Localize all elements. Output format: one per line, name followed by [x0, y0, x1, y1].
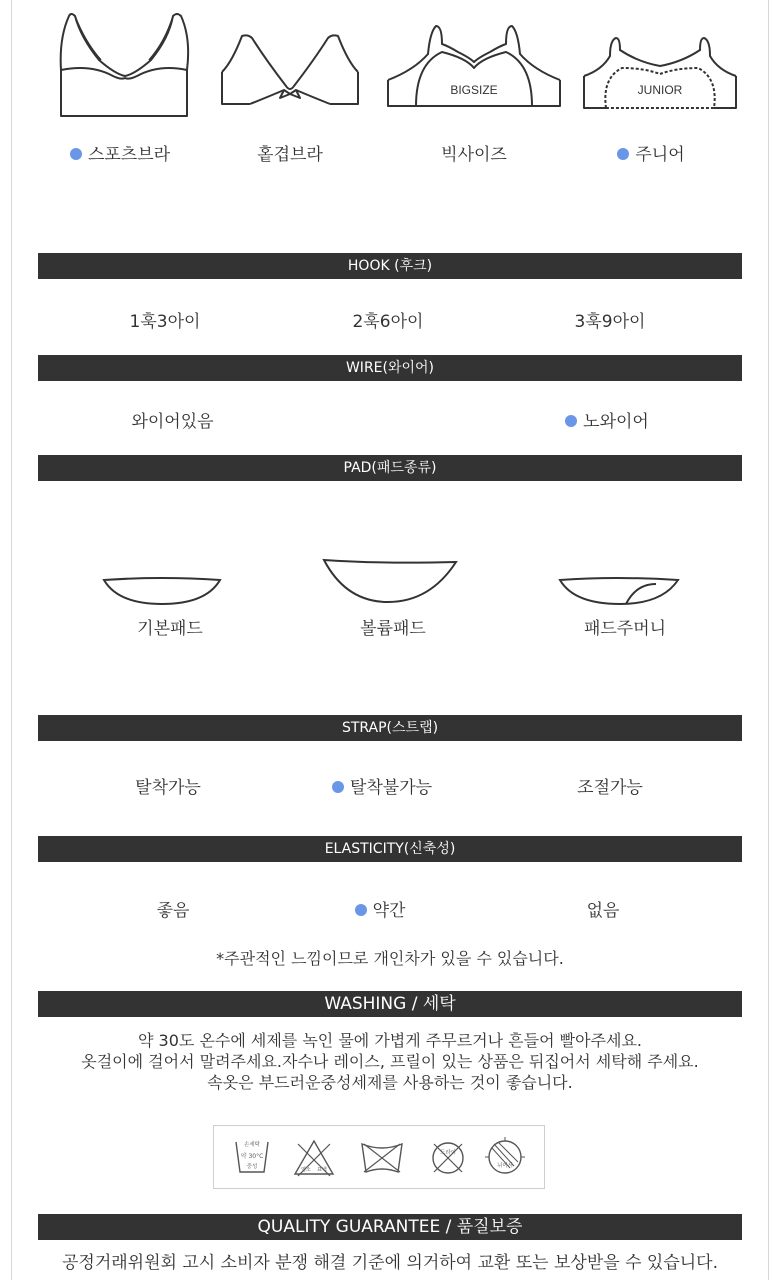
pad-option-pocket: 패드주머니 — [583, 619, 667, 639]
quality-section-header: QUALITY GUARANTEE / 품질보증 — [38, 1214, 742, 1240]
hook-option-1: 1훅3아이 — [129, 312, 201, 332]
wire-option-no: 노와이어 — [552, 407, 662, 432]
svg-text:드라이: 드라이 — [440, 1150, 456, 1156]
strap-option-adjustable: 조절가능 — [577, 778, 643, 798]
pad-section-header: PAD(패드종류) — [38, 455, 742, 481]
selected-dot-icon — [332, 781, 344, 793]
basic-pad-illustration — [100, 574, 224, 608]
svg-text:뉘어서: 뉘어서 — [497, 1163, 513, 1169]
bigsize-bra-illustration — [386, 22, 562, 110]
strap-option-non-detachable: 탈착불가능 — [322, 773, 442, 798]
svg-text:염소: 염소 — [301, 1167, 311, 1173]
no-tumble-dry-icon — [358, 1140, 406, 1176]
bra-type-single-layer: 홑겹브라 — [257, 145, 323, 165]
pad-pocket-illustration — [556, 574, 682, 608]
svg-text:약 30°C: 약 30°C — [240, 1153, 264, 1160]
svg-text:손세탁: 손세탁 — [244, 1142, 260, 1148]
bra-type-sports: 스포츠브라 — [60, 140, 180, 165]
washing-line-1: 약 30도 온수에 세제를 녹인 물에 가볍게 주무르거나 흔들어 빨아주세요. — [138, 1031, 642, 1050]
bra-type-junior: 주니어 — [606, 140, 696, 165]
svg-text:중성: 중성 — [246, 1164, 258, 1170]
wire-section-header: WIRE(와이어) — [38, 355, 742, 381]
washing-line-3: 속옷은 부드러운중성세제를 사용하는 것이 좋습니다. — [207, 1073, 573, 1092]
hook-section-header: HOOK (후크) — [38, 253, 742, 279]
pad-option-basic: 기본패드 — [137, 619, 203, 639]
hook-option-2: 2훅6아이 — [352, 312, 424, 332]
elasticity-note: *주관적인 느낌이므로 개인차가 있을 수 있습니다. — [216, 949, 564, 968]
sports-bra-illustration — [55, 8, 195, 120]
wire-option-yes: 와이어있음 — [131, 412, 214, 432]
bigsize-illustration-text: BIGSIZE — [450, 83, 498, 97]
junior-illustration-text: JUNIOR — [637, 83, 683, 97]
selected-dot-icon — [565, 415, 577, 427]
elasticity-option-none: 없음 — [586, 901, 620, 921]
volume-pad-illustration — [320, 556, 460, 608]
pad-option-volume: 볼륨패드 — [360, 619, 426, 639]
washing-line-2: 옷걸이에 걸어서 말려주세요.자수나 레이스, 프릴이 있는 상품은 뒤집어서 세탁해 주세요. — [81, 1052, 699, 1071]
strap-option-detachable: 탈착가능 — [135, 778, 201, 798]
junior-bra-illustration — [582, 34, 738, 112]
elasticity-option-good: 좋음 — [156, 901, 190, 921]
selected-dot-icon — [617, 148, 629, 160]
selected-dot-icon — [70, 148, 82, 160]
elasticity-option-slight: 약간 — [345, 896, 415, 921]
dry-flat-icon — [484, 1136, 526, 1178]
elasticity-section-header: ELASTICITY(신축성) — [38, 836, 742, 862]
hook-option-3: 3훅9아이 — [574, 312, 646, 332]
no-bleach-icon — [292, 1138, 336, 1178]
bra-type-bigsize: 빅사이즈 — [441, 145, 507, 165]
svg-text:표백: 표백 — [317, 1167, 327, 1173]
selected-dot-icon — [355, 904, 367, 916]
hand-wash-icon — [234, 1138, 270, 1178]
single-layer-bra-illustration — [220, 32, 360, 112]
quality-line: 공정거래위원회 고시 소비자 분쟁 해결 기준에 의거하여 교환 또는 보상받을 수 있습니다. — [61, 1253, 719, 1273]
no-dry-clean-icon — [428, 1138, 468, 1178]
care-symbols-box — [213, 1125, 545, 1189]
washing-section-header: WASHING / 세탁 — [38, 991, 742, 1017]
strap-section-header: STRAP(스트랩) — [38, 715, 742, 741]
